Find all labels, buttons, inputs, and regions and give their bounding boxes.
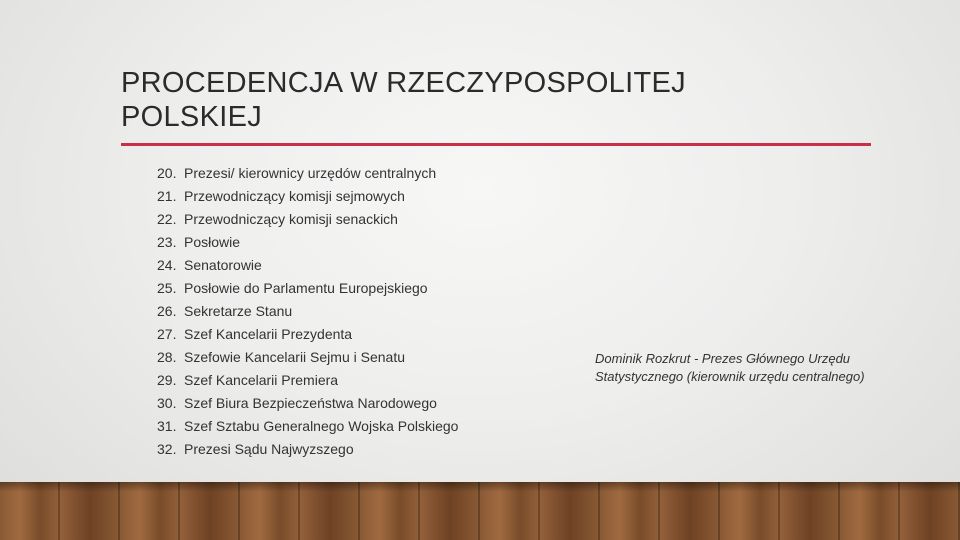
item-number: 24. — [157, 257, 177, 273]
list-item — [157, 346, 458, 369]
item-number: 25. — [157, 280, 177, 296]
list-item — [157, 277, 458, 300]
item-number: 20. — [157, 165, 177, 181]
item-number: 27. — [157, 326, 177, 342]
item-number: 30. — [157, 395, 177, 411]
item-text: Szef Kancelarii Prezydenta — [184, 326, 353, 342]
list-item — [157, 323, 458, 346]
list-item — [157, 162, 458, 185]
item-text: Szef Kancelarii Premiera — [184, 372, 339, 388]
list-item — [157, 415, 458, 438]
item-text: Prezesi Sądu Najwyzszego — [184, 441, 354, 457]
item-text: Szefowie Kancelarii Sejmu i Senatu — [184, 349, 406, 365]
title-line-2: POLSKIEJ — [121, 101, 263, 133]
list-item — [157, 208, 458, 231]
item-text: Przewodniczący komisji senackich — [184, 211, 398, 227]
list-item — [157, 392, 458, 415]
item-number: 22. — [157, 211, 177, 227]
list-item — [157, 254, 458, 277]
item-text: Senatorowie — [184, 257, 262, 273]
item-number: 32. — [157, 441, 177, 457]
list-item — [157, 185, 458, 208]
title-line-1: PROCEDENCJA W RZECZYPOSPOLITEJ — [121, 67, 686, 99]
floor-shadow — [0, 482, 960, 492]
item-text: Sekretarze Stanu — [184, 303, 293, 319]
list-item — [157, 369, 458, 392]
item-number: 29. — [157, 372, 177, 388]
list-item — [157, 231, 458, 254]
item-text: Przewodniczący komisji sejmowych — [184, 188, 405, 204]
item-number: 21. — [157, 188, 177, 204]
item-text: Szef Biura Bezpieczeństwa Narodowego — [184, 395, 437, 411]
item-number: 23. — [157, 234, 177, 250]
side-note: Dominik Rozkrut - Prezes Głównego Urzędu Statystycznego (kierownik urzędu centralnego) — [595, 351, 865, 384]
slide-title — [121, 66, 821, 134]
list-item — [157, 300, 458, 323]
precedence-list — [157, 162, 458, 461]
item-text: Posłowie do Parlamentu Europejskiego — [184, 280, 428, 296]
list-item — [157, 438, 458, 461]
item-number: 26. — [157, 303, 177, 319]
item-text: Szef Sztabu Generalnego Wojska Polskiego — [184, 418, 459, 434]
item-number: 31. — [157, 418, 177, 434]
title-underline — [121, 143, 871, 146]
item-number: 28. — [157, 349, 177, 365]
item-text: Posłowie — [184, 234, 241, 250]
item-text: Prezesi/ kierownicy urzędów centralnych — [184, 165, 437, 181]
